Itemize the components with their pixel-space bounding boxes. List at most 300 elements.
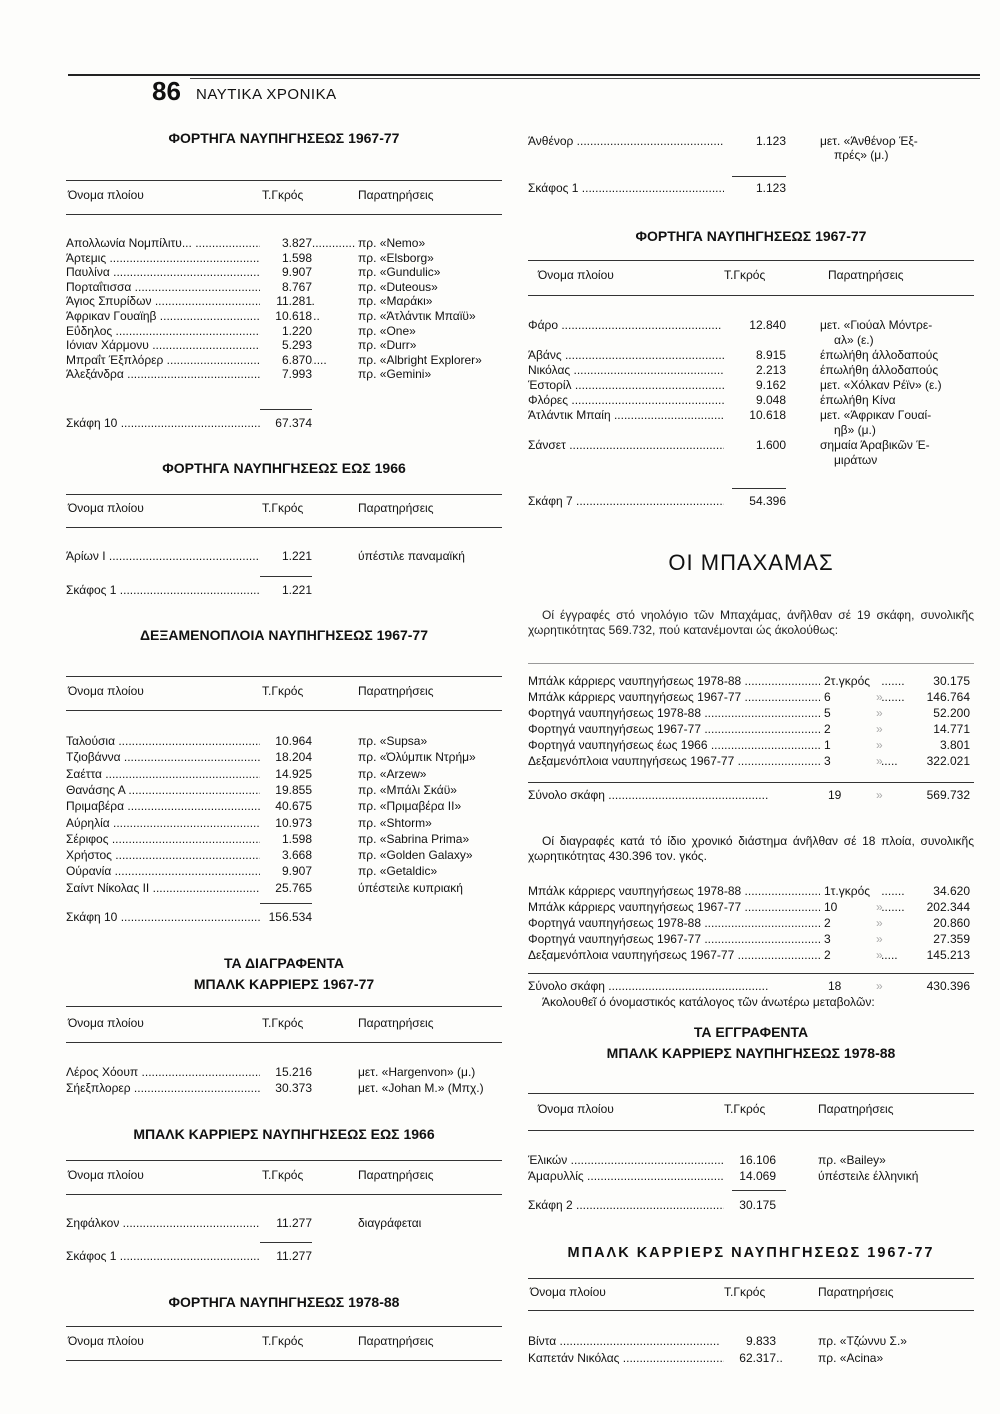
table-row — [66, 324, 502, 338]
summary-total-value: 569.732 — [926, 788, 970, 802]
ship-name: Νικόλας ..... — [528, 363, 734, 377]
ship-remarks: πρ. «Άτλάντικ Μπαϊϋ» — [358, 309, 476, 323]
summary-value: 3.801 — [939, 738, 970, 752]
ship-remarks: πρ. «Golden Galaxy» — [358, 848, 473, 863]
summary-value: 145.213 — [926, 948, 970, 962]
table-rule — [528, 1278, 974, 1279]
summary-category: Φορτηγά ναυπηγήσεως 1967-77 ..... — [528, 932, 864, 946]
ship-name: Άγιος Σπυρίδων ..... — [66, 294, 315, 308]
section-title: ΔΕΞΑΜΕΝΟΠΛΟΙΑ ΝΑΥΠΗΓΗΣΕΩΣ 1967-77 — [139, 627, 429, 643]
table-row-continuation — [528, 423, 974, 437]
table-row — [66, 549, 502, 563]
summary-count: 10 — [820, 900, 882, 914]
ship-grt: 16.106 — [724, 1153, 776, 1167]
summary2-total-count: 18 — [824, 979, 841, 993]
ship-name: Σέριφος ..... — [66, 832, 272, 846]
ship-name: Έλικών ..... — [528, 1153, 731, 1167]
ship-remarks: πρ. «Μπάλι Σκάϋ» — [358, 782, 457, 797]
table-row — [66, 236, 502, 250]
summary-category: Φορτηγά ναυπηγήσεως 1967-77 ..... — [528, 722, 864, 736]
ship-grt: 10.618 — [724, 408, 786, 422]
table-header — [528, 1102, 974, 1118]
summary-value: 146.764 — [926, 690, 970, 704]
table-rule — [66, 494, 502, 495]
section-title: ΦΟΡΤΗΓΑ ΝΑΥΠΗΓΗΣΕΩΣ 1967-77 — [168, 130, 400, 146]
col-grt-header: Τ.Γκρός — [724, 1285, 766, 1299]
ship-name: Σήεξπλορερ ..... — [66, 1081, 294, 1095]
table-row — [528, 378, 974, 392]
table-header — [66, 1016, 502, 1032]
table-rule — [528, 973, 974, 974]
total-label: Σκάφος 1 ..... — [66, 1249, 280, 1263]
ship-grt: 10.618 — [260, 309, 312, 323]
summary2-total-row — [528, 979, 974, 993]
ditto-mark: » — [876, 706, 883, 720]
ship-grt: 1.123 — [724, 134, 786, 148]
col-name-header: Όνομα πλοίου — [538, 268, 614, 282]
total-row — [66, 416, 502, 430]
ship-name: Σαίντ Νίκολας ΙΙ ..... — [66, 881, 313, 895]
summary-row — [528, 916, 974, 930]
ship-remarks-cont: μιράτων — [834, 453, 878, 467]
sum-rule — [260, 1242, 312, 1243]
ship-grt: 5.293 — [260, 338, 312, 352]
table-row-continuation — [528, 148, 974, 162]
ship-name: Πορταΐτισσα ..... — [66, 280, 295, 294]
col-remarks-header: Παρατηρήσεις — [358, 1168, 434, 1182]
section-title: ΦΟΡΤΗΓΑ ΝΑΥΠΗΓΗΣΕΩΣ ΕΩΣ 1966 — [162, 460, 406, 476]
col-grt-header: Τ.Γκρός — [262, 684, 304, 698]
ship-remarks: πρ. «Πριμαβέρα ΙΙ» — [358, 799, 462, 814]
summary-count: 1 — [820, 738, 882, 752]
table-row — [66, 353, 502, 367]
ship-name: Φλόρες ..... — [528, 393, 731, 407]
total-value: 30.175 — [724, 1198, 776, 1212]
ship-grt: 14.069 — [724, 1169, 776, 1183]
section-title: ΦΟΡΤΗΓΑ ΝΑΥΠΗΓΗΣΕΩΣ 1967-77 — [635, 228, 867, 244]
ship-name: Εΰδηλος ..... — [66, 324, 276, 338]
table-rule — [66, 1326, 502, 1327]
table-rule — [66, 710, 502, 711]
ship-remarks: πρ. «Μαράκι» — [358, 294, 433, 309]
follow-note: Άκολουθεῖ ό όνομαστικός κατάλογος τῶν άνωτέρω μεταβολῶν: — [542, 995, 875, 1009]
sum-rule — [260, 576, 312, 577]
table-header — [66, 684, 502, 700]
sum-rule — [260, 409, 312, 410]
table-row — [528, 408, 974, 422]
table-header — [66, 1334, 502, 1350]
total-row — [66, 583, 502, 597]
ship-grt: 1.600 — [724, 438, 786, 452]
table-rule — [66, 214, 502, 215]
table-row — [528, 1153, 974, 1167]
ship-grt: 7.993 — [260, 367, 312, 381]
ship-grt: 3.827 — [260, 236, 312, 250]
summary-category: Μπάλκ κάρριερς ναυπηγήσεως 1978-88 ..... — [528, 884, 905, 898]
total-label: Σκάφη 10 ..... — [66, 416, 281, 430]
summary-total-label: Σύνολο σκάφη ..... — [528, 788, 768, 802]
col-name-header: Όνομα πλοίου — [68, 1334, 144, 1348]
table-rule — [528, 295, 974, 296]
table-rule — [528, 260, 974, 261]
ship-grt: 6.870 — [260, 353, 312, 367]
col-grt-header: Τ.Γκρός — [724, 1102, 766, 1116]
ship-grt: 1.598 — [260, 251, 312, 265]
table-row — [66, 799, 502, 813]
ship-grt: 1.220 — [260, 324, 312, 338]
ship-remarks: διαγράφεται — [358, 1216, 422, 1230]
summary-value: 27.359 — [933, 932, 970, 946]
ship-name: Ιόνιαν Χάρμονυ ..... — [66, 338, 312, 352]
ship-remarks: πρ. «Τζώννυ Σ.» — [818, 1334, 907, 1348]
table-row — [528, 1169, 974, 1183]
table-row — [528, 438, 974, 452]
ship-remarks-cont: πρές» (μ.) — [834, 148, 889, 162]
total-row — [528, 181, 974, 195]
total-value: 1.221 — [260, 583, 312, 597]
ship-remarks: ύπέστιλε παναμαϊκή — [358, 549, 465, 563]
ship-remarks: πρ. «Duteous» — [358, 279, 438, 294]
summary-value: 20.860 — [933, 916, 970, 930]
summary-row — [528, 722, 974, 736]
table-rule — [66, 1194, 502, 1195]
table-row — [528, 1334, 974, 1348]
page-number: 86 — [148, 76, 185, 107]
table-row — [66, 832, 502, 846]
table-row — [66, 309, 502, 323]
ship-name: Απολλωνία Νομπίλιτυ... ..... — [66, 236, 355, 250]
summary-value: 30.175 — [933, 674, 970, 688]
ditto-mark: » — [876, 916, 883, 930]
summary-total-row — [528, 788, 974, 802]
ship-name: Ούρανία ..... — [66, 864, 275, 878]
table-rule — [66, 676, 502, 677]
table-rule — [528, 1093, 974, 1094]
table-row — [66, 1216, 502, 1230]
summary2-total-value: 430.396 — [926, 979, 970, 993]
ship-name: Πριμαβέρα ..... — [66, 799, 287, 813]
ship-grt: 1.598 — [260, 832, 312, 846]
table-row — [66, 1081, 502, 1095]
ship-name: Άτλάντικ Μπαίη ..... — [528, 408, 774, 422]
section-title: ΜΠΑΛΚ ΚΑΡΡΙΕΡΣ ΝΑΥΠΗΓΗΣΕΩΣ ΕΩΣ 1966 — [133, 1126, 435, 1142]
ship-remarks: πρ. «Supsa» — [358, 734, 428, 748]
ship-remarks: πρ. «Getaldic» — [358, 864, 438, 879]
total-label: Σκάφη 2 ..... — [528, 1198, 736, 1212]
summary-row — [528, 674, 974, 688]
summary-category: Μπάλκ κάρριερς ναυπηγήσεως 1978-88 ..... — [528, 674, 905, 688]
ship-grt: 9.907 — [260, 864, 312, 878]
ship-remarks: πρ. «Acina» — [818, 1351, 884, 1365]
table-row — [528, 318, 974, 332]
ship-name: Άβάνς ..... — [528, 348, 725, 362]
ship-grt: 15.216 — [260, 1065, 312, 1079]
ship-name: Φάρο ..... — [528, 318, 721, 332]
magazine-title: ΝΑΥΤΙΚΑ ΧΡΟΝΙΚΑ — [196, 86, 337, 103]
ship-remarks: πρ. «Albright Explorer» — [358, 352, 482, 367]
intro-paragraph: Οί έγγραφές στό νηολόγιο τῶν Μπαχάμας, άνῆλθαν σέ 19 σκάφη, συνολικῆς χωρητικότητας 569.732, πού κατανέμονται ώς άκολούθως: — [528, 608, 974, 637]
ship-remarks: πρ. «Bailey» — [818, 1153, 886, 1167]
ship-grt: 9.833 — [724, 1334, 776, 1348]
total-value: 54.396 — [724, 494, 786, 508]
ship-remarks: μετ. «Hargenvon» (μ.) — [358, 1065, 476, 1079]
ship-name: Καπετάν Νικόλας ..... — [528, 1351, 783, 1365]
ship-remarks: μετ. «Johan M.» (Μπχ.) — [358, 1081, 484, 1095]
table-rule — [66, 1360, 502, 1361]
ship-grt: 18.204 — [260, 750, 312, 764]
ship-remarks: μετ. «Άφρικαν Γουαί- — [820, 408, 932, 422]
ship-grt: 12.840 — [724, 318, 786, 332]
table-rule — [528, 663, 974, 664]
ship-remarks: πρ. «Gemini» — [358, 367, 432, 382]
ship-name: Τζιοβάννα ..... — [66, 750, 284, 764]
table-header — [528, 268, 974, 284]
ship-remarks: μετ. «Γιούαλ Μόντρε- — [820, 318, 933, 332]
section-subtitle: ΜΠΑΛΚ ΚΑΡΡΙΕΡΣ 1967-77 — [193, 976, 375, 992]
summary-count: 6 — [820, 690, 882, 704]
table-row — [528, 393, 974, 407]
ditto-mark: » — [876, 932, 883, 946]
col-remarks-header: Παρατηρήσεις — [358, 684, 434, 698]
ship-grt: 9.048 — [724, 393, 786, 407]
table-row — [528, 134, 974, 148]
summary-row — [528, 884, 974, 898]
ship-remarks-cont: ηβ» (μ.) — [834, 423, 876, 437]
ship-grt: 11.277 — [260, 1216, 312, 1230]
summary-category: Μπάλκ κάρριερς ναυπηγήσεως 1967-77 ..... — [528, 900, 905, 914]
summary-category: Δεξαμενόπλοια ναυπηγήσεως 1967-77 ..... — [528, 948, 898, 962]
ship-grt: 14.925 — [260, 767, 312, 781]
ship-name: Μπραΐτ Έξπλόρερ ..... — [66, 353, 327, 367]
ship-grt: 40.675 — [260, 799, 312, 813]
ditto-mark: » — [876, 738, 883, 752]
table-row — [66, 783, 502, 797]
ship-remarks-cont: αλ» (ε.) — [834, 333, 874, 347]
ditto-mark: » — [876, 900, 883, 914]
ship-name: Θανάσης Α ..... — [66, 783, 288, 797]
table-row — [66, 816, 502, 830]
col-name-header: Όνομα πλοίου — [68, 1016, 144, 1030]
total-value: 67.374 — [260, 416, 312, 430]
summary-value: 322.021 — [926, 754, 970, 768]
col-grt-header: Τ.Γκρός — [262, 1334, 304, 1348]
section-title: ΤΑ ΕΓΓΡΑΦΕΝΤΑ — [693, 1024, 809, 1040]
ship-grt: 1.221 — [260, 549, 312, 563]
ship-remarks: σημαία Άραβικῶν Έ- — [820, 438, 930, 452]
ship-remarks: πρ. «Durr» — [358, 338, 417, 353]
ship-name: Ταλούσια ..... — [66, 734, 278, 748]
col-remarks-header: Παρατηρήσεις — [358, 188, 434, 202]
ship-remarks: πρ. «Sabrina Prima» — [358, 831, 470, 846]
total-label: Σκάφος 1 ..... — [66, 583, 280, 597]
ship-remarks: πρ. «Gundulic» — [358, 265, 441, 280]
ship-remarks: πρ. «Arzew» — [358, 766, 427, 781]
ship-grt: 2.213 — [724, 363, 786, 377]
col-name-header: Όνομα πλοίου — [68, 188, 144, 202]
table-row-continuation — [528, 333, 974, 347]
total-label: Σκάφη 10 ..... — [66, 910, 281, 924]
summary-count: 2τ.γκρός — [820, 674, 882, 688]
ship-grt: 8.915 — [724, 348, 786, 362]
table-rule — [66, 1042, 502, 1043]
total-row — [528, 1198, 974, 1212]
sum-rule — [732, 488, 786, 489]
col-name-header: Όνομα πλοίου — [68, 684, 144, 698]
table-row — [66, 367, 502, 381]
ship-name: Άλεξάνδρα ..... — [66, 367, 287, 381]
ship-grt: 8.767 — [260, 280, 312, 294]
table-header — [528, 1285, 974, 1301]
ship-remarks: πρ. «Elsborg» — [358, 250, 434, 265]
ship-name: Παυλίνα ..... — [66, 265, 273, 279]
header-rule-secondary — [190, 78, 980, 79]
col-grt-header: Τ.Γκρός — [262, 1168, 304, 1182]
ship-grt: 19.855 — [260, 783, 312, 797]
ship-grt: 9.907 — [260, 265, 312, 279]
col-remarks-header: Παρατηρήσεις — [818, 1285, 894, 1299]
ship-remarks: πρ. «Shtorm» — [358, 815, 432, 830]
ship-grt: 10.973 — [260, 816, 312, 830]
sum-rule — [732, 1190, 786, 1191]
summary-count: 3 — [820, 754, 882, 768]
table-rule — [66, 527, 502, 528]
summary-count: 2 — [820, 948, 882, 962]
ship-grt: 9.162 — [724, 378, 786, 392]
table-rule — [528, 782, 974, 783]
ship-remarks: πρ. «One» — [358, 323, 416, 338]
table-row — [66, 265, 502, 279]
table-rule — [66, 1006, 502, 1007]
summary2-total-label: Σύνολο σκάφη ..... — [528, 979, 768, 993]
ship-grt: 3.668 — [260, 848, 312, 862]
sum-rule — [732, 176, 786, 177]
deletions-paragraph: Οί διαγραφές κατά τό ίδιο χρονικό διάστημα άνῆλθαν σέ 18 πλοία, συνολικῆς χωρητικότητας 430.396 τον. γκός. — [528, 834, 974, 863]
table-rule — [66, 180, 502, 181]
summary-count: 2 — [820, 722, 882, 736]
header-rule — [68, 74, 980, 76]
ship-remarks: πρ. «Nemo» — [358, 236, 426, 250]
total-value: 11.277 — [260, 1249, 312, 1263]
ship-name: Σαέττα ..... — [66, 767, 265, 781]
col-remarks-header: Παρατηρήσεις — [358, 501, 434, 515]
total-label: Σκάφος 1 ..... — [528, 181, 742, 195]
ship-name: Έστορίλ ..... — [528, 378, 735, 392]
ship-name: Άνθένορ ..... — [528, 134, 737, 148]
table-row — [66, 1065, 502, 1079]
ship-remarks: έπωλήθη Κίνα — [820, 393, 896, 407]
col-remarks-header: Παρατηρήσεις — [818, 1102, 894, 1116]
ship-remarks: μετ. «Άνθένορ Έξ- — [820, 134, 918, 148]
summary-row — [528, 948, 974, 962]
col-remarks-header: Παρατηρήσεις — [358, 1334, 434, 1348]
total-row — [66, 1249, 502, 1263]
ditto-mark: » — [876, 754, 883, 768]
summary-row — [528, 706, 974, 720]
summary-value: 34.620 — [933, 884, 970, 898]
ship-name: Άρτεμις ..... — [66, 251, 270, 265]
summary-value: 52.200 — [933, 706, 970, 720]
ship-grt: 30.373 — [260, 1081, 312, 1095]
table-row — [528, 1351, 974, 1365]
total-label: Σκάφη 7 ..... — [528, 494, 736, 508]
col-remarks-header: Παρατηρήσεις — [358, 1016, 434, 1030]
total-row — [528, 494, 974, 508]
total-value: 156.534 — [260, 910, 312, 924]
ship-remarks: ύπέστειλε κυπριακή — [358, 880, 463, 895]
ship-name: Άφρικαν Γουαϊηβ ..... — [66, 309, 320, 323]
table-row — [66, 338, 502, 352]
table-header — [66, 501, 502, 517]
summary-value: 14.771 — [933, 722, 970, 736]
ship-name: Βίντα ..... — [528, 1334, 720, 1348]
summary-category: Φορτηγά ναυπηγήσεως 1978-88 ..... — [528, 916, 864, 930]
ditto-mark: » — [876, 979, 883, 993]
col-grt-header: Τ.Γκρός — [262, 501, 304, 515]
table-row — [66, 767, 502, 781]
summary-category: Φορτηγά ναυπηγήσεως 1978-88 ..... — [528, 706, 864, 720]
ship-name: Άρίων Ι ..... — [66, 549, 269, 563]
ship-name: Λέρος Χόουπ ..... — [66, 1065, 302, 1079]
summary-value: 202.344 — [926, 900, 970, 914]
table-row — [66, 881, 502, 895]
col-grt-header: Τ.Γκρός — [262, 1016, 304, 1030]
col-grt-header: Τ.Γκρός — [724, 268, 766, 282]
table-header — [66, 188, 502, 204]
ship-name: Σηφάλκον ..... — [66, 1216, 283, 1230]
summary-row — [528, 738, 974, 752]
table-row — [66, 864, 502, 878]
table-rule — [66, 1160, 502, 1161]
ship-remarks: έπωλήθη άλλοδαπούς — [820, 363, 939, 377]
col-name-header: Όνομα πλοίου — [538, 1102, 614, 1116]
summary-row — [528, 932, 974, 946]
section-title: ΦΟΡΤΗΓΑ ΝΑΥΠΗΓΗΣΕΩΣ 1978-88 — [168, 1294, 400, 1310]
table-row — [528, 363, 974, 377]
ship-grt: 62.317 — [724, 1351, 776, 1365]
summary-row — [528, 754, 974, 768]
col-name-header: Όνομα πλοίου — [530, 1285, 606, 1299]
total-value: 1.123 — [724, 181, 786, 195]
ship-name: Άμαρυλλίς ..... — [528, 1169, 747, 1183]
section-title: ΜΠΑΛΚ ΚΑΡΡΙΕΡΣ ΝΑΥΠΗΓΗΣΕΩΣ 1967-77 — [567, 1245, 935, 1261]
ship-remarks: πρ. «Όλύμπικ Ντρήμ» — [358, 750, 476, 765]
summary-row — [528, 900, 974, 914]
col-remarks-header: Παρατηρήσεις — [828, 268, 904, 282]
table-row — [66, 734, 502, 748]
ditto-mark: » — [876, 722, 883, 736]
summary-count: 3 — [820, 932, 882, 946]
sum-rule — [260, 903, 312, 904]
table-header — [66, 1168, 502, 1184]
ship-grt: 10.964 — [260, 734, 312, 748]
summary-count: 5 — [820, 706, 882, 720]
col-name-header: Όνομα πλοίου — [68, 1168, 144, 1182]
summary-category: Δεξαμενόπλοια ναυπηγήσεως 1967-77 ..... — [528, 754, 898, 768]
table-row — [66, 848, 502, 862]
col-name-header: Όνομα πλοίου — [68, 501, 144, 515]
section-title: ΤΑ ΔΙΑΓΡΑΦΕΝΤΑ — [223, 955, 345, 971]
article-title: ΟΙ ΜΠΑΧΑΜΑΣ — [668, 550, 834, 575]
summary-category: Μπάλκ κάρριερς ναυπηγήσεως 1967-77 ..... — [528, 690, 905, 704]
ship-remarks: έπωλήθη άλλοδαπούς — [820, 348, 939, 362]
ship-name: Σάνσετ ..... — [528, 438, 729, 452]
table-row — [66, 750, 502, 764]
ditto-mark: » — [876, 788, 883, 802]
ship-grt: 25.765 — [260, 881, 312, 895]
summary-count: 1τ.γκρός — [820, 884, 882, 898]
summary-total-count: 19 — [824, 788, 841, 802]
ship-name: Χρήστος ..... — [66, 848, 275, 862]
